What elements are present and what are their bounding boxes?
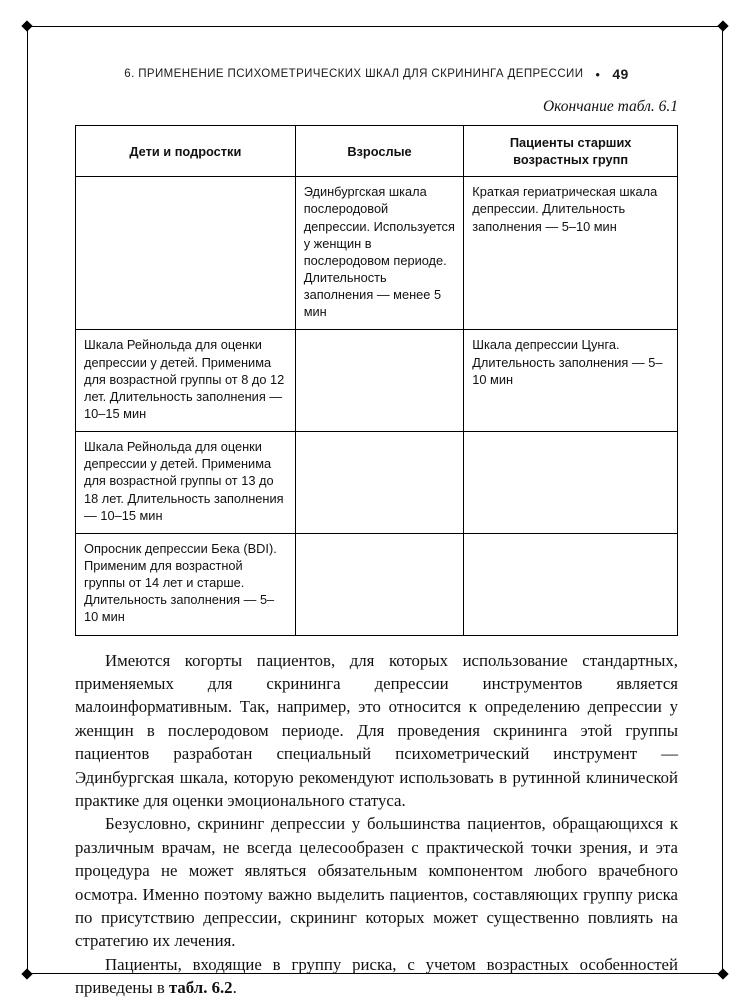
corner-mark-bottom-right [717, 968, 728, 979]
table-cell-r2-c2 [464, 432, 678, 534]
table-caption: Окончание табл. 6.1 [542, 98, 678, 115]
page-number: 49 [612, 66, 629, 82]
table-cell-r3-c1 [295, 533, 464, 635]
running-header [75, 66, 678, 82]
table-reference: табл. 6.2 [168, 978, 233, 998]
table-row [76, 330, 678, 432]
bullet-separator: • [595, 66, 601, 82]
corner-mark-bottom-left [21, 968, 32, 979]
table-row [76, 533, 678, 635]
table-cell-r1-c1 [295, 330, 464, 432]
table-header-adults: Взрослые [295, 126, 464, 177]
table-header-elderly: Пациенты старших возрастных групп [464, 126, 678, 177]
table-row [76, 432, 678, 534]
corner-mark-top-right [717, 20, 728, 31]
table-cell-r2-c1 [295, 432, 464, 534]
table-header-children: Дети и подростки [76, 126, 296, 177]
table-cell-r1-c2: Шкала депрессии Цунга. Длительность заполнения — 5–10 мин [464, 330, 678, 432]
table-cell-r3-c2 [464, 533, 678, 635]
table-cell-r0-c2: Краткая гериатрическая шкала депрессии. Длительность заполнения — 5–10 мин [464, 177, 678, 330]
paragraph-3 [75, 953, 678, 1000]
paragraph-2: Безусловно, скрининг депрессии у большинства пациентов, обращающихся к различным врачам, не всегда целесообразен с практической точки зрения, и эта процедура не может являться обязательным компонентом любого врачебного осмотра. Именно поэтому важно выделить пациентов, составляющих группу риска по присутствию депрессии, скрининг которых может существенно повлиять на стратегию их лечения. [75, 814, 678, 951]
chapter-title: 6. ПРИМЕНЕНИЕ ПСИХОМЕТРИЧЕСКИХ ШКАЛ ДЛЯ СКРИНИНГА ДЕПРЕССИИ [124, 68, 584, 80]
table-header-row [76, 126, 678, 177]
table-cell-r3-c0: Опросник депрессии Бека (BDI). Применим для возрастной группы от 14 лет и старше. Длительность заполнения — 5–10 мин [76, 533, 296, 635]
depression-scales-table [75, 125, 678, 636]
paragraph-1: Имеются когорты пациентов, для которых использование стандартных, применяемых для скрининга депрессии инструментов является малоинформативным. Так, например, это относится к определению депрессии у женщин в послеродовом периоде. Для проведения скрининга этой группы пациентов разработан специальный психометрический инструмент — Эдинбургская шкала, которую рекомендуют использовать в рутинной клинической практике для оценки эмоционального статуса. [75, 650, 678, 810]
table-row [76, 177, 678, 330]
table-cell-r0-c0 [76, 177, 296, 330]
page-content [75, 66, 678, 1000]
paragraph-3-period: . [232, 978, 237, 998]
table-cell-r1-c0: Шкала Рейнольда для оценки депрессии у детей. Применима для возрастной группы от 8 до 12 лет. Длительность заполнения — 10–15 мин [76, 330, 296, 432]
paragraph-3-text: Пациенты, входящие в группу риска, с учетом возрастных особенностей приведены в [75, 954, 678, 998]
table-cell-r0-c1: Эдинбургская шкала послеродовой депрессии. Используется у женщин в послеродовом периоде. Длительность заполнения — менее 5 мин [295, 177, 464, 330]
corner-mark-top-left [21, 20, 32, 31]
table-cell-r2-c0: Шкала Рейнольда для оценки депрессии у детей. Применима для возрастной группы от 13 до 18 лет. Длительность заполнения — 10–15 мин [76, 432, 296, 534]
